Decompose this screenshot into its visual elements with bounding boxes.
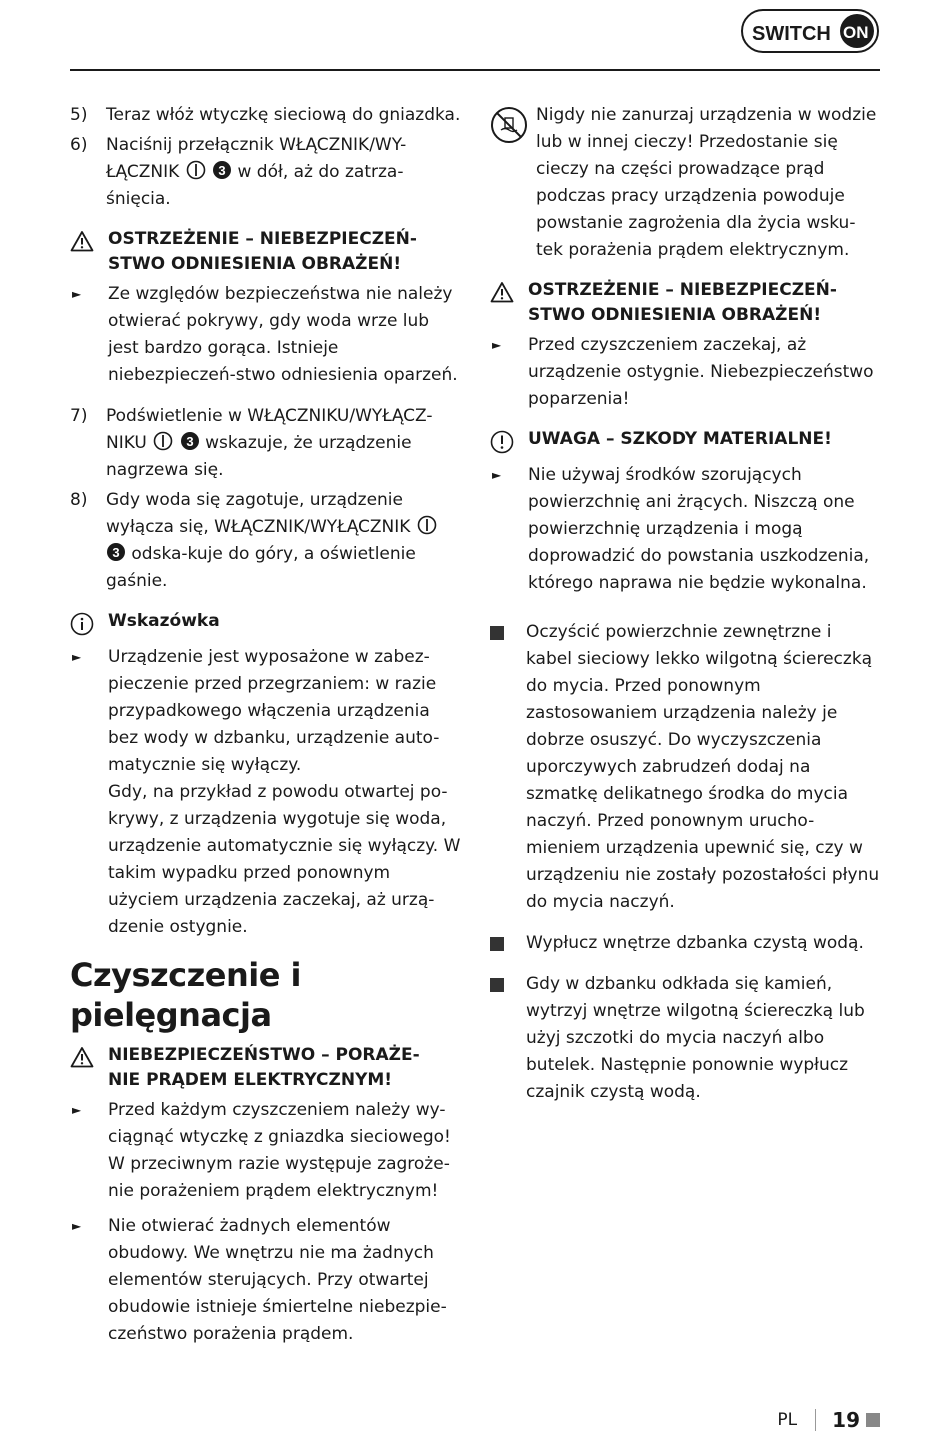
- list-item: [490, 930, 882, 957]
- list-item: [70, 1097, 462, 1205]
- list-item: [70, 1213, 462, 1348]
- part-number: 3: [186, 434, 194, 449]
- list-item-text: Oczyścić powierzchnie zewnętrzne i kabel sieciowy lekko wilgotną ściereczką do mycia. Przed ponownym zastosowaniem urządzenia należy je dobrze osuszyć. Do wyczyszczenia uporczywych zabrudzeń dodaj na szmatkę delikatnego środka do mycia naczyń. Przed ponownym urucho-mieniem urządzenia upewnić się, czy w urządzeniu nie zostały pozostałości płynu do mycia naczyń.: [526, 622, 880, 912]
- list-item-text: Nie otwierać żadnych elementów obudowy. We wnętrzu nie ma żadnych elementów sterujących. Przy otwartej obudowie istnieje śmiertelne niebezpie-czeństwo porażenia prądem.: [108, 1216, 447, 1344]
- step-text-post: w dół, aż do zatrza-śnięcia.: [106, 162, 404, 209]
- step-text: [106, 132, 462, 213]
- part-number-badge: [212, 160, 232, 180]
- list-item-text: Przed każdym czyszczeniem należy wy-ciągnąć wtyczkę z gniazdka sieciowego! W przeciwnym razie występuje zagroże-nie porażeniem prądem elektrycznym!: [108, 1100, 451, 1201]
- list-item-text: Wypłucz wnętrze dzbanka czystą wodą.: [526, 933, 864, 953]
- arrow-bullet-icon: ►: [72, 1103, 82, 1117]
- arrow-bullet-icon: ►: [72, 650, 82, 664]
- warning-heading-line: OSTRZEŻENIE – NIEBEZPIECZEŃ-: [108, 229, 417, 249]
- square-bullet-icon: [490, 626, 504, 640]
- immersion-text: Nigdy nie zanurzaj urządzenia w wodzie lub w innej cieczy! Przedostanie się cieczy na części prowadzące prąd podczas pracy urządzenia powoduje powstanie zagrożenia dla życia wsku-tek porażenia prądem elektrycznym.: [536, 105, 877, 260]
- part-number: 3: [112, 545, 120, 560]
- power-switch-symbol-icon: [185, 160, 207, 180]
- section-title: Czyszczenie i pielęgnacja: [70, 956, 301, 1034]
- note-heading: Wskazówka: [108, 611, 220, 631]
- warning-heading-line: STWO ODNIESIENIA OBRAŻEŃ!: [108, 254, 402, 274]
- warning-triangle-icon: [70, 1046, 94, 1068]
- step-text-post: wskazuje, że urządzenie nagrzewa się.: [106, 433, 412, 480]
- caution-heading: UWAGA – SZKODY MATERIALNE!: [528, 429, 832, 449]
- footer-divider: [815, 1409, 816, 1431]
- arrow-bullet-icon: ►: [72, 1219, 82, 1233]
- page-number: 19: [832, 1408, 860, 1432]
- step-5: [70, 102, 462, 129]
- no-immersion-icon: [490, 106, 528, 144]
- step-text-pre: Naciśnij przełącznik WŁĄCZNIK/WY-ŁĄCZNIK: [106, 135, 407, 182]
- paragraph: Gdy, na przykład z powodu otwartej po-krywy, z urządzenia wygotuje się woda, urządzenie automatycznie się wyłączy. W takim wypadku przed ponownym użyciem urządzenia zaczekaj, aż urzą-dzenie ostygnie.: [108, 782, 461, 937]
- caution-material: [490, 427, 882, 458]
- danger-electric: [70, 1043, 462, 1093]
- immersion-warning: [490, 102, 882, 264]
- danger-heading-line: NIEBEZPIECZEŃSTWO – PORAŻE-: [108, 1045, 420, 1065]
- logo-text: SWITCH: [752, 23, 831, 45]
- page-footer: [777, 1405, 880, 1435]
- step-text-post: odska-kuje do góry, a oświetlenie gaśnie.: [106, 544, 416, 591]
- warning-injury: [490, 278, 882, 328]
- list-item: [70, 644, 462, 941]
- logo-on-text: ON: [843, 23, 869, 42]
- exclamation-circle-icon: [490, 430, 514, 454]
- part-number-badge: [106, 542, 126, 562]
- list-item: [490, 332, 882, 413]
- warning-triangle-icon: [490, 281, 514, 303]
- list-item: [70, 281, 462, 389]
- step-text: [106, 403, 462, 484]
- step-number: 6): [70, 135, 88, 155]
- danger-heading: [108, 1043, 462, 1093]
- step-8: [70, 487, 462, 595]
- arrow-bullet-icon: ►: [492, 468, 502, 482]
- step-text-pre: Podświetlenie w WŁĄCZNIKU/WYŁĄCZ-NIKU: [106, 406, 433, 453]
- list-item-text: Nie używaj środków szorujących powierzchnię ani żrących. Niszczą one powierzchnię urządzenia i mogą doprowadzić do powstania uszkodzenia, którego naprawa nie będzie wykonalna.: [528, 465, 870, 593]
- warning-heading-line: STWO ODNIESIENIA OBRAŻEŃ!: [528, 305, 822, 325]
- step-number: 5): [70, 105, 88, 125]
- list-item-text: Ze względów bezpieczeństwa nie należy otwierać pokrywy, gdy woda wrze lub jest bardzo gorąca. Istnieje niebezpieczeń-stwo odniesienia oparzeń.: [108, 284, 458, 385]
- list-item-text: Gdy w dzbanku odkłada się kamień, wytrzyj wnętrze wilgotną ściereczką lub użyj szczotki do mycia naczyń albo butelek. Następnie ponownie wypłucz czajnik czystą wodą.: [526, 974, 865, 1102]
- info-icon: [70, 612, 94, 636]
- power-switch-symbol-icon: [416, 515, 438, 535]
- footer-square-icon: [866, 1413, 880, 1427]
- power-switch-symbol-icon: [152, 431, 174, 451]
- step-text: Teraz włóż wtyczkę sieciową do gniazdka.: [106, 105, 461, 125]
- step-7: [70, 403, 462, 484]
- list-item-text: Przed czyszczeniem zaczekaj, aż urządzenie ostygnie. Niebezpieczeństwo poparzenia!: [528, 335, 874, 409]
- square-bullet-icon: [490, 978, 504, 992]
- warning-heading: [108, 227, 462, 277]
- paragraph: Urządzenie jest wyposażone w zabez-pieczenie przed przegrzaniem: w razie przypadkowego włączenia urządzenia bez wody w dzbanku, urządzenie auto-matycznie się wyłączy.: [108, 647, 440, 775]
- list-item: [490, 462, 882, 597]
- arrow-bullet-icon: ►: [72, 287, 82, 301]
- step-text-pre: Gdy woda się zagotuje, urządzenie wyłącza się, WŁĄCZNIK/WYŁĄCZNIK: [106, 490, 411, 537]
- part-number: 3: [218, 163, 226, 178]
- part-number-badge: [180, 431, 200, 451]
- left-column: [70, 102, 462, 1356]
- square-bullet-icon: [490, 937, 504, 951]
- step-text: [106, 487, 462, 595]
- warning-heading: [528, 278, 882, 328]
- warning-heading-line: OSTRZEŻENIE – NIEBEZPIECZEŃ-: [528, 280, 837, 300]
- list-item: [490, 619, 882, 916]
- note-block: [70, 609, 462, 640]
- language-code: PL: [777, 1410, 798, 1430]
- list-item-text: [108, 644, 462, 941]
- warning-triangle-icon: [70, 230, 94, 252]
- arrow-bullet-icon: ►: [492, 338, 502, 352]
- right-column: [490, 102, 882, 1112]
- warning-injury: [70, 227, 462, 277]
- step-6: [70, 132, 462, 213]
- step-number: 8): [70, 490, 88, 510]
- list-item: [490, 971, 882, 1106]
- switch-on-logo: [740, 6, 880, 56]
- header-rule: [70, 69, 880, 71]
- step-number: 7): [70, 406, 88, 426]
- danger-heading-line: NIE PRĄDEM ELEKTRYCZNYM!: [108, 1070, 393, 1090]
